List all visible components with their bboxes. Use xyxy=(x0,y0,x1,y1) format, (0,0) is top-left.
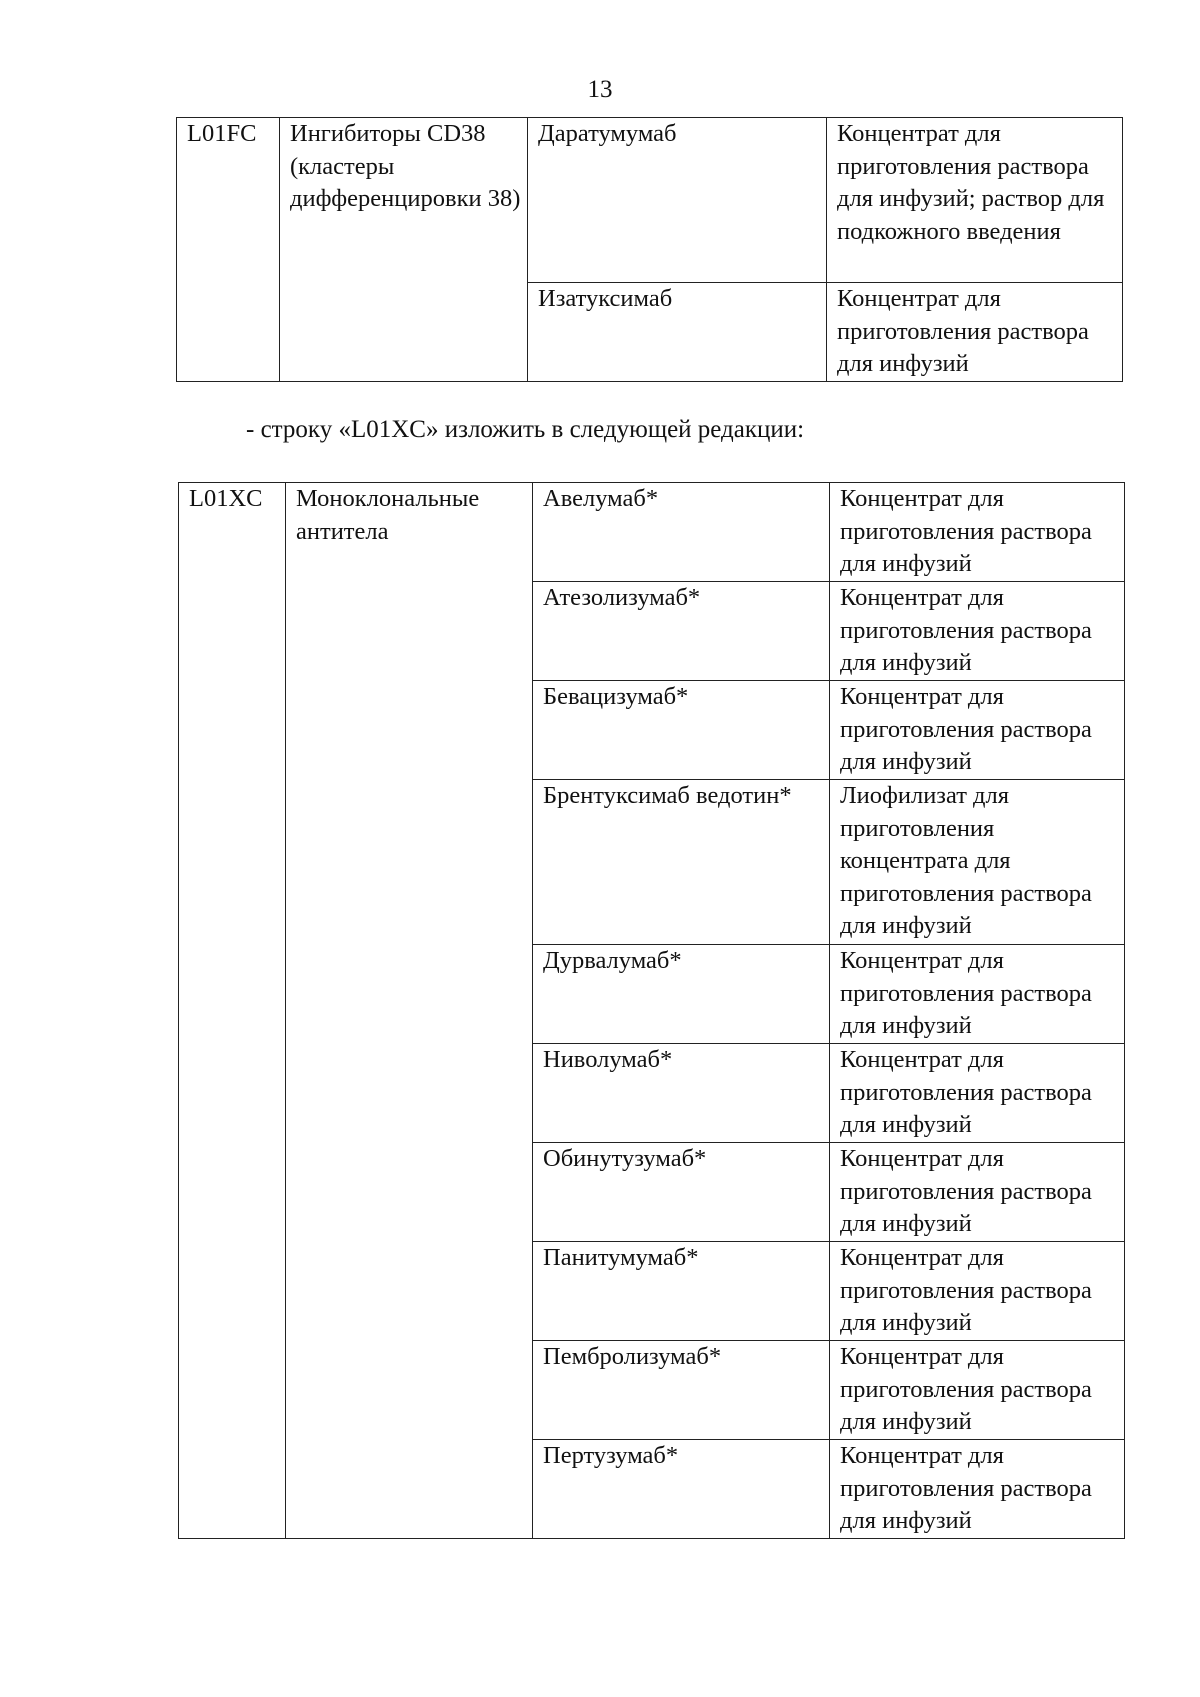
drug-name-cell: Дурвалумаб* xyxy=(533,945,830,1044)
drug-name-cell: Ниволумаб* xyxy=(533,1044,830,1143)
atc-code-cell: L01FC xyxy=(177,118,280,382)
drug-name-cell: Даратумумаб xyxy=(528,118,827,283)
dosage-form-cell: Концентрат для приготовления раствора для инфузий xyxy=(827,283,1123,382)
drug-name-cell: Атезолизумаб* xyxy=(533,582,830,681)
dosage-form-cell: Концентрат для приготовления раствора для инфузий; раствор для подкожного введения xyxy=(827,118,1123,283)
drug-name-cell: Пембролизумаб* xyxy=(533,1341,830,1440)
drug-table-l01fc xyxy=(176,117,1123,382)
group-name-cell: Моноклональные антитела xyxy=(286,483,533,1539)
dosage-form-cell: Концентрат для приготовления раствора для инфузий xyxy=(830,483,1125,582)
drug-name-cell: Брентуксимаб ведотин* xyxy=(533,780,830,945)
dosage-form-cell: Концентрат для приготовления раствора для инфузий xyxy=(830,1242,1125,1341)
drug-name-cell: Панитумумаб* xyxy=(533,1242,830,1341)
dosage-form-cell: Концентрат для приготовления раствора для инфузий xyxy=(830,945,1125,1044)
dosage-form-cell: Концентрат для приготовления раствора для инфузий xyxy=(830,1044,1125,1143)
drug-name-cell: Авелумаб* xyxy=(533,483,830,582)
drug-name-cell: Пертузумаб* xyxy=(533,1440,830,1539)
dosage-form-cell: Лиофилизат для приготовления концентрата для приготовления раствора для инфузий xyxy=(830,780,1125,945)
table-row xyxy=(179,483,1125,582)
drug-name-cell: Обинутузумаб* xyxy=(533,1143,830,1242)
dosage-form-cell: Концентрат для приготовления раствора для инфузий xyxy=(830,582,1125,681)
page-number: 13 xyxy=(587,76,613,103)
table-row xyxy=(177,118,1123,283)
drug-table-l01xc xyxy=(178,482,1125,1539)
dosage-form-cell: Концентрат для приготовления раствора для инфузий xyxy=(830,1440,1125,1539)
instruction-text: - строку «L01XC» изложить в следующей редакции: xyxy=(246,416,805,443)
dosage-form-cell: Концентрат для приготовления раствора для инфузий xyxy=(830,1143,1125,1242)
drug-name-cell: Бевацизумаб* xyxy=(533,681,830,780)
dosage-form-cell: Концентрат для приготовления раствора для инфузий xyxy=(830,681,1125,780)
drug-name-cell: Изатуксимаб xyxy=(528,283,827,382)
atc-code-cell: L01XC xyxy=(179,483,286,1539)
group-name-cell: Ингибиторы CD38 (кластеры дифференцировки 38) xyxy=(280,118,528,382)
dosage-form-cell: Концентрат для приготовления раствора для инфузий xyxy=(830,1341,1125,1440)
